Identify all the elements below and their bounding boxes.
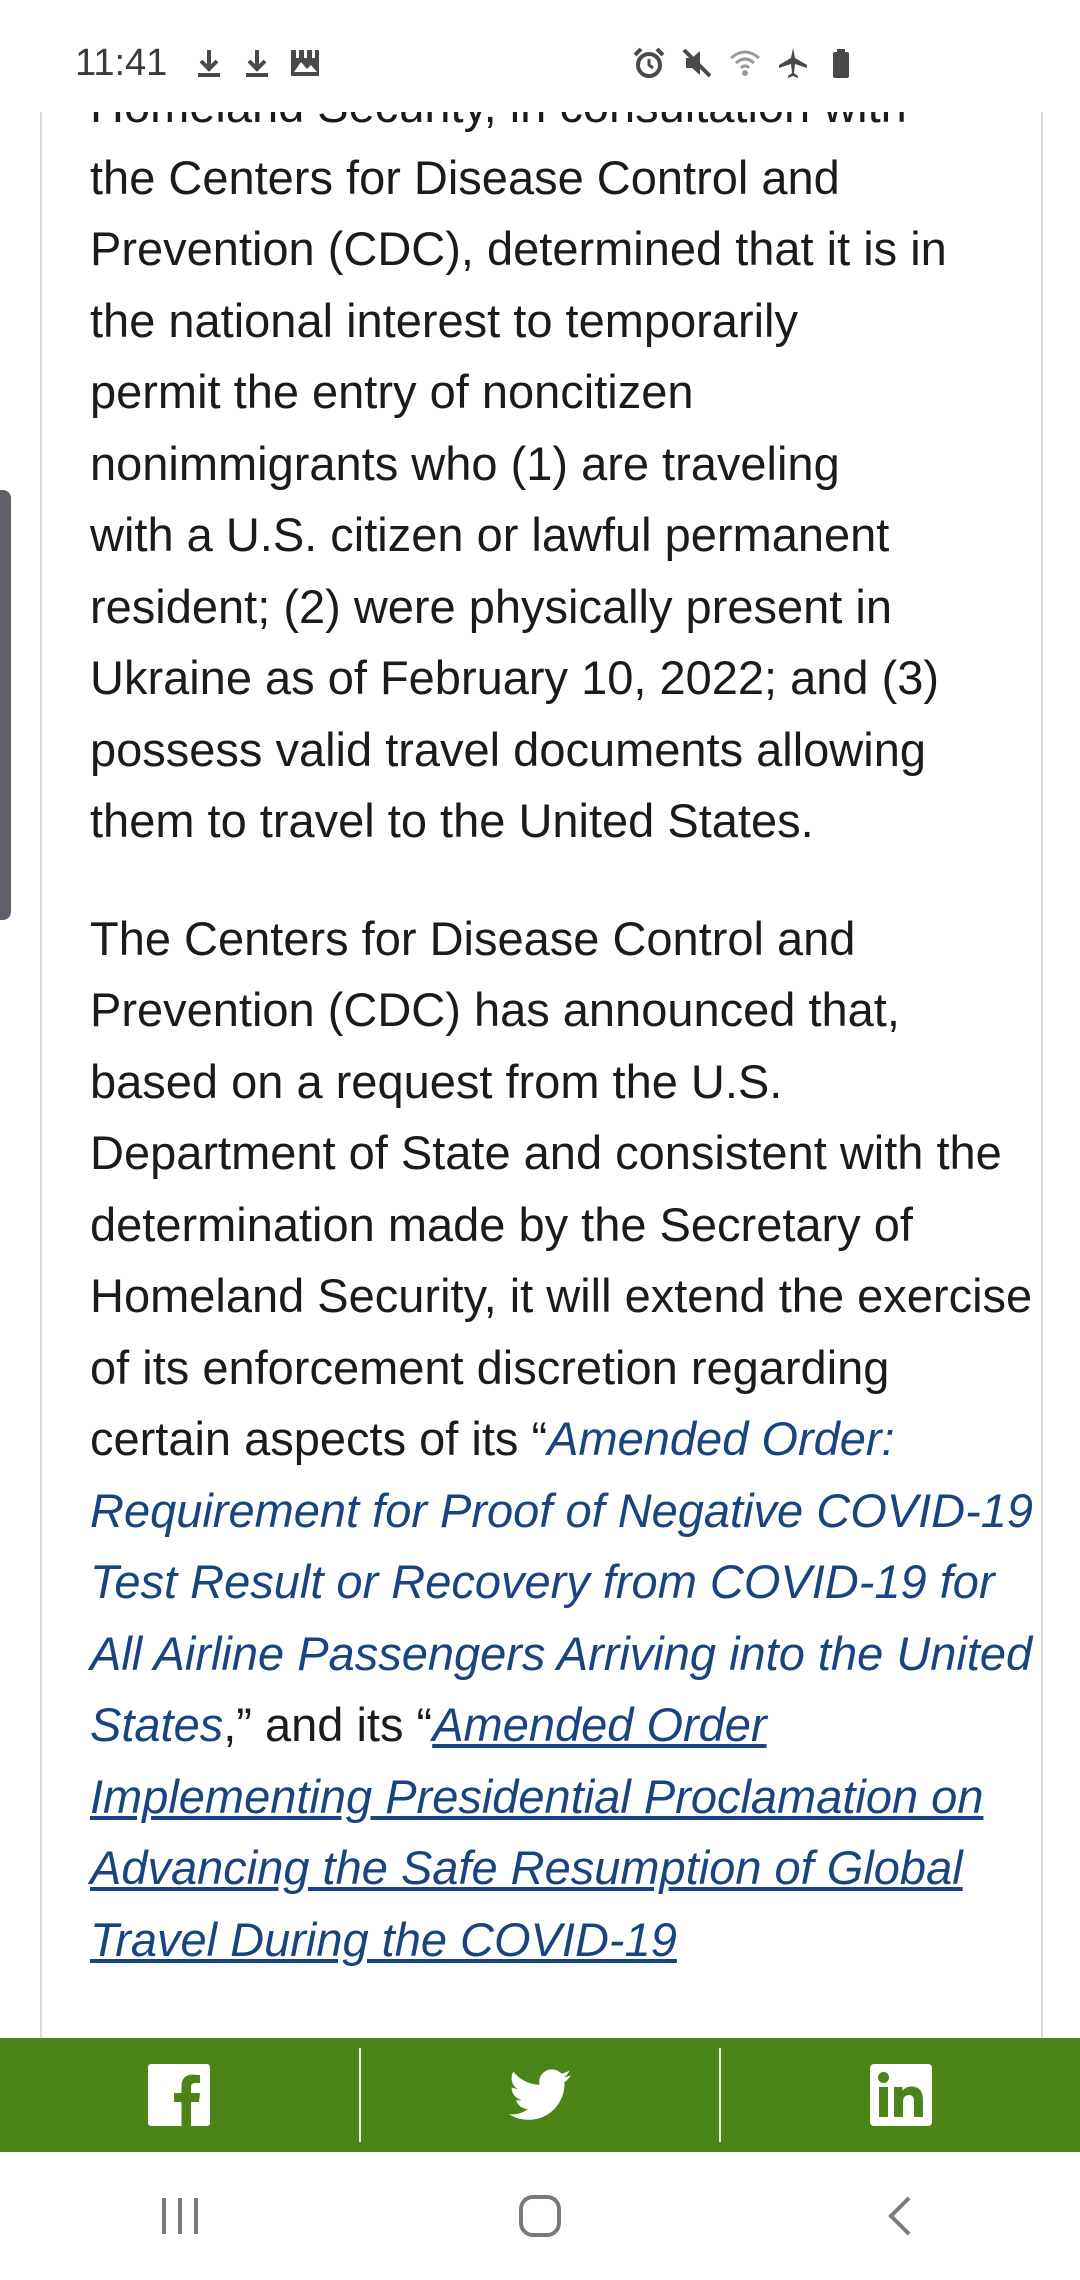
facebook-icon bbox=[148, 2064, 210, 2126]
line: resident; (2) were physically present in bbox=[90, 579, 892, 633]
home-icon bbox=[517, 2193, 563, 2239]
linkedin-icon bbox=[870, 2064, 932, 2126]
paragraph-1 bbox=[90, 70, 1040, 857]
article-body bbox=[90, 70, 1040, 2021]
amended-order-negative-test-link[interactable]: Amended Order: Requirement for Proof of Negative COVID-19 Test Result or Recovery from COVID-19 for All Airline Passengers Arriving into the United States bbox=[90, 1412, 1034, 1751]
download-icon bbox=[192, 46, 226, 80]
paragraph-2 bbox=[90, 903, 1040, 1976]
line: permit the entry of noncitizen bbox=[90, 365, 694, 418]
amended-order-proclamation-link[interactable]: Amended Order Implementing Presidential Proclamation on Advancing the Safe Resumption of Global Travel During the COVID-19 bbox=[90, 1698, 984, 1966]
linkedin-share-button[interactable] bbox=[721, 2038, 1080, 2152]
recent-apps-icon bbox=[158, 2196, 202, 2236]
line: nonimmigrants who (1) are traveling bbox=[90, 436, 840, 490]
status-time: 11:41 bbox=[75, 42, 168, 84]
facebook-share-button[interactable] bbox=[0, 2038, 359, 2152]
line: Ukraine as of February 10, 2022; and (3) bbox=[90, 651, 940, 704]
twitter-icon bbox=[509, 2069, 571, 2121]
line: them to travel to the United States. bbox=[90, 794, 814, 847]
status-right-icons bbox=[632, 46, 858, 80]
line: possess valid travel documents allowing bbox=[90, 722, 926, 776]
line: the national interest to temporarily bbox=[90, 293, 798, 347]
alarm-icon bbox=[632, 46, 666, 80]
line: with a U.S. citizen or lawful permanent bbox=[90, 508, 890, 561]
line: the Centers for Disease Control and bbox=[90, 150, 840, 204]
line: Prevention (CDC), determined that it is in bbox=[90, 222, 947, 275]
article-card bbox=[40, 112, 1043, 2038]
share-bar bbox=[0, 2038, 1080, 2152]
home-button[interactable] bbox=[480, 2166, 600, 2266]
twitter-share-button[interactable] bbox=[361, 2038, 720, 2152]
wifi-icon bbox=[728, 46, 762, 80]
mute-icon bbox=[680, 46, 714, 80]
recent-apps-button[interactable] bbox=[120, 2166, 240, 2266]
status-left-icons bbox=[192, 46, 322, 80]
back-icon bbox=[885, 2194, 915, 2238]
between-links-text: ,” and its “ bbox=[223, 1698, 433, 1751]
status-bar bbox=[0, 0, 1080, 112]
edge-panel-handle[interactable] bbox=[0, 490, 11, 920]
battery-icon bbox=[824, 46, 858, 80]
airplane-icon bbox=[776, 46, 810, 80]
back-button[interactable] bbox=[840, 2166, 960, 2266]
gallery-icon bbox=[288, 46, 322, 80]
system-nav-bar bbox=[0, 2152, 1080, 2280]
paragraph-2-text: The Centers for Disease Control and Prevention (CDC) has announced that, based on a request from the U.S. Department of State and consistent with the determination made by the Secretary of Homeland Security, it will extend the exercise of its enforcement discretion regarding certain aspects of its “ bbox=[90, 911, 1033, 1465]
download-icon bbox=[240, 46, 274, 80]
